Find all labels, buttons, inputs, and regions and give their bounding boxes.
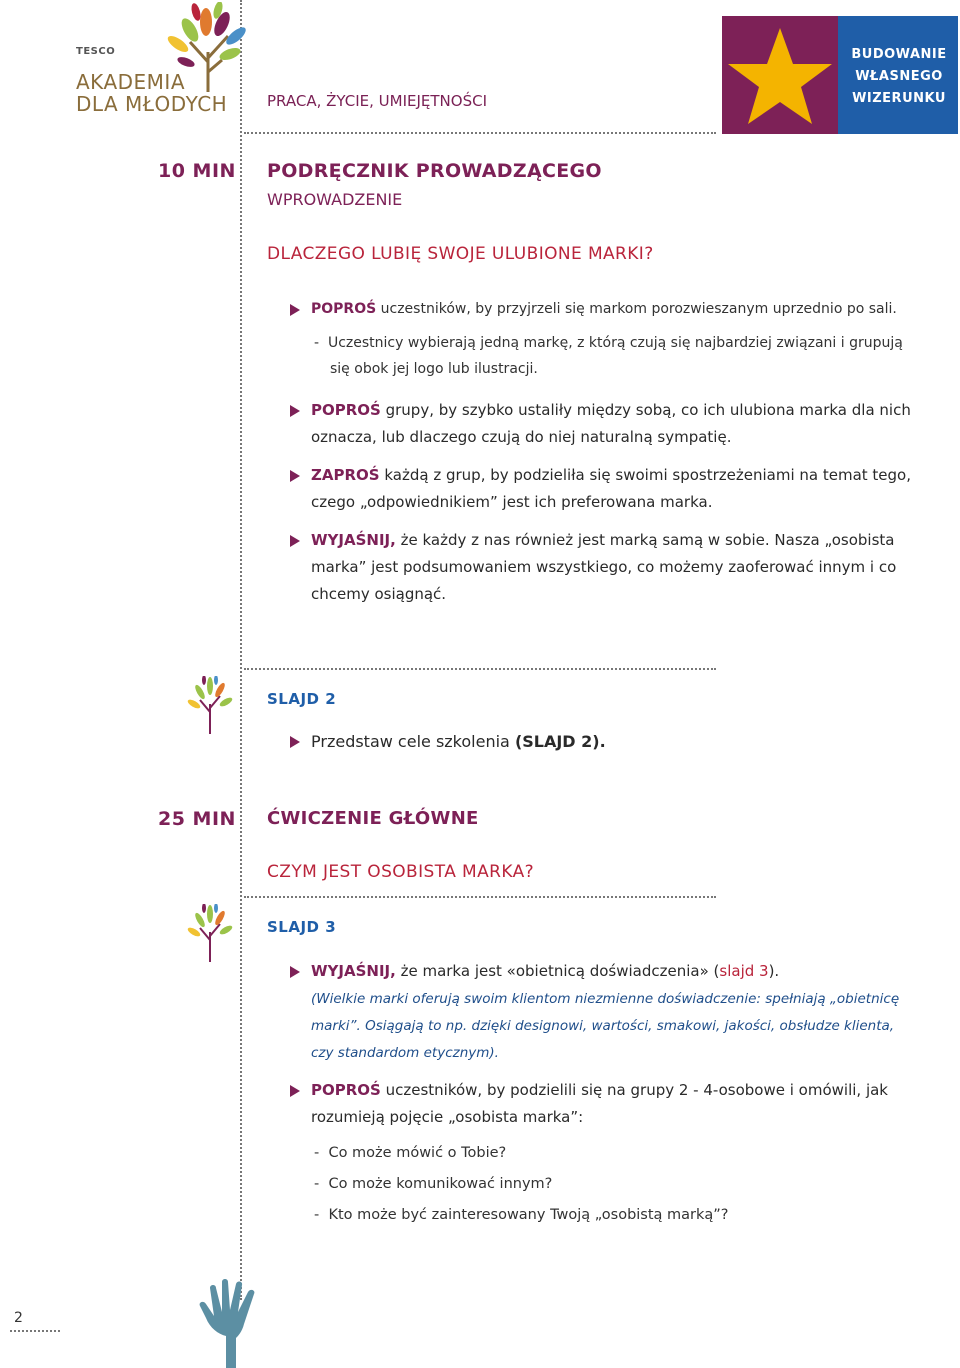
- instruction-text: że każdy z nas również jest marką samą w sobie. Nasza „osobista marka” jest podsumowaniem wszystkiego, co możemy zaoferować innym i co chcemy osiągnąć.: [311, 531, 897, 603]
- badge-line2: WŁASNEGO: [855, 69, 943, 84]
- keyword: ZAPROŚ: [311, 466, 380, 484]
- slide-ref: slajd 3: [719, 962, 769, 980]
- instruction-text: że marka jest «obietnicą doświadczenia» (: [395, 962, 720, 980]
- instruction-text-end: ).: [768, 962, 780, 980]
- keyword: POPROŚ: [311, 1081, 381, 1099]
- bullet-triangle-icon: [290, 1085, 300, 1097]
- academy-brand-line1: AKADEMIA: [76, 70, 185, 94]
- question-text: Co może komunikować innym?: [328, 1176, 553, 1192]
- dash-item: - Uczestnicy wybierają jedną markę, z którą czują się najbardziej związani i grupują się obok jej logo lub ilustracji.: [314, 330, 934, 382]
- instruction-item: [290, 397, 930, 451]
- keyword: WYJAŚNIJ,: [311, 962, 396, 980]
- section-divider: [244, 668, 716, 670]
- question-item: - Co może mówić o Tobie?: [314, 1145, 507, 1161]
- keyword: POPROŚ: [311, 401, 381, 419]
- keyword: WYJAŚNIJ,: [311, 531, 396, 549]
- page-number-underline: [10, 1330, 60, 1332]
- bullet-triangle-icon: [290, 736, 300, 748]
- page-number: 2: [14, 1310, 23, 1326]
- bullet-triangle-icon: [290, 405, 300, 417]
- academy-brand-line2: DLA MŁODYCH: [76, 92, 228, 116]
- section-divider: [244, 896, 716, 898]
- badge-line3: WIZERUNKU: [852, 91, 946, 106]
- slide-ref: (SLAJD 2).: [514, 732, 606, 751]
- question-text: Co może mówić o Tobie?: [328, 1145, 507, 1161]
- vertical-divider: [240, 0, 242, 1300]
- star-icon: [722, 16, 838, 134]
- tesco-brand: TESCO: [76, 46, 116, 57]
- instruction-item: [290, 527, 930, 608]
- explanatory-note: (Wielkie marki oferują swoim klientom niezmienne doświadczenie: spełniają „obietnicę marki”. Osiągają to np. dzięki designowi, wartości, smakowi, jakości, obsłudze klienta, czy standardom etycznym).: [311, 991, 900, 1061]
- section2-question: CZYM JEST OSOBISTA MARKA?: [267, 862, 535, 882]
- bullet-triangle-icon: [290, 535, 300, 547]
- instruction-item: [290, 728, 930, 755]
- dash-text-line1: Uczestnicy wybierają jedną markę, z którą czują się najbardziej związani i grupują: [327, 335, 903, 351]
- section2-time: 25 MIN: [158, 808, 236, 830]
- instruction-item: [290, 1077, 930, 1131]
- instruction-text: grupy, by szybko ustaliły między sobą, co ich ulubiona marka dla nich oznacza, lub dlaczego czują do niej naturalną sympatię.: [311, 401, 911, 446]
- dash-text-line2: się obok jej logo lub ilustracji.: [330, 361, 538, 377]
- section1-question: DLACZEGO LUBIĘ SWOJE ULUBIONE MARKI?: [267, 244, 654, 264]
- badge-title: [844, 44, 954, 110]
- section1-time: 10 MIN: [158, 160, 236, 182]
- question-text: Kto może być zainteresowany Twoją „osobistą marką”?: [328, 1207, 729, 1223]
- keyword: POPROŚ: [311, 301, 377, 317]
- instruction-text: Przedstaw cele szkolenia: [311, 732, 515, 751]
- bullet-triangle-icon: [290, 470, 300, 482]
- section2-title: ĆWICZENIE GŁÓWNE: [267, 808, 479, 829]
- instruction-text: uczestników, by podzielili się na grupy 2 - 4-osobowe i omówili, jak rozumieją pojęcie „osobista marka”:: [311, 1081, 888, 1126]
- question-item: - Co może komunikować innym?: [314, 1176, 553, 1192]
- page-subtitle: PRACA, ŻYCIE, UMIEJĘTNOŚCI: [267, 92, 487, 110]
- bullet-triangle-icon: [290, 966, 300, 978]
- section1-subtitle: WPROWADZENIE: [267, 190, 403, 209]
- slide2-label: SLAJD 2: [267, 690, 337, 708]
- badge-star-panel: [722, 16, 838, 134]
- slide3-label: SLAJD 3: [267, 918, 337, 936]
- instruction-item: [290, 296, 930, 323]
- tree-icon: [186, 676, 234, 736]
- instruction-item: [290, 462, 930, 516]
- bullet-triangle-icon: [290, 304, 300, 316]
- instruction-text: każdą z grup, by podzieliła się swoimi spostrzeżeniami na temat tego, czego „odpowiednikiem” jest ich preferowana marka.: [311, 466, 911, 511]
- hand-icon: [196, 1278, 268, 1368]
- question-item: - Kto może być zainteresowany Twoją „osobistą marką”?: [314, 1207, 729, 1223]
- section1-title: PODRĘCZNIK PROWADZĄCEGO: [267, 160, 602, 182]
- header-divider: [244, 132, 716, 134]
- instruction-item: [290, 958, 930, 985]
- badge-line1: BUDOWANIE: [851, 47, 947, 62]
- instruction-text: uczestników, by przyjrzeli się markom porozwieszanym uprzednio po sali.: [376, 301, 897, 317]
- tree-icon: [186, 904, 234, 964]
